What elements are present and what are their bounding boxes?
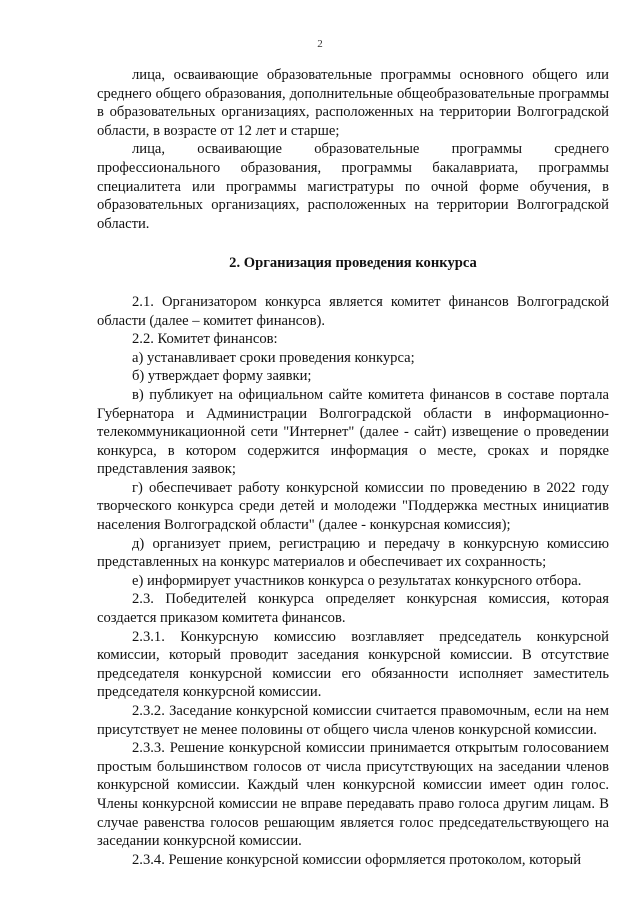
paragraph: е) информирует участников конкурса о результатах конкурсного отбора.	[132, 572, 582, 589]
paragraph: б) утверждает форму заявки;	[132, 368, 312, 385]
paragraph: 2.1. Организатором конкурса является комитет финансов Волгоградской области (далее – комитет финансов).	[97, 293, 609, 329]
paragraph: 2.3.1. Конкурсную комиссию возглавляет председатель конкурсной комиссии, который проводит заседания конкурсной комиссии. В отсутствие председателя конкурсной комиссии его обязанности исполняет заместитель председателя конкурсной комиссии.	[97, 628, 609, 701]
paragraph: г) обеспечивает работу конкурсной комиссии по проведению в 2022 году творческого конкурса среди детей и молодежи "Поддержка местных инициатив населения Волгоградской области" (далее - конкурсная комиссия);	[97, 479, 609, 534]
paragraph: лица, осваивающие образовательные программы среднего профессионального образования, программы бакалавриата, программы специалитета или программы магистратуры по очной форме обучения, в образовательных организациях, расположенных на территории Волгоградской области.	[97, 141, 609, 232]
section-heading: 2. Организация проведения конкурса	[229, 255, 477, 272]
document-body	[97, 66, 609, 869]
paragraph: в) публикует на официальном сайте комитета финансов в составе портала Губернатора и Администрации Волгоградской области в информационно-телекоммуникационной сети "Интернет" (далее - сайт) извещение о проведении конкурса, в котором содержится информация о месте, сроках и порядке представления заявок;	[97, 386, 609, 478]
paragraph: 2.3.2. Заседание конкурсной комиссии считается правомочным, если на нем присутствует не менее половины от общего числа членов конкурсной комиссии.	[97, 703, 609, 738]
paragraph: 2.2. Комитет финансов:	[132, 331, 278, 348]
page-number: 2	[317, 38, 323, 50]
paragraph: 2.3. Победителей конкурса определяет конкурсная комиссия, которая создается приказом комитета финансов.	[97, 591, 609, 627]
paragraph: лица, осваивающие образовательные программы основного общего или среднего общего образования, дополнительные общеобразовательные программы в образовательных организациях, расположенных на территории Волгоградской области, в возрасте от 12 лет и старше;	[97, 67, 609, 139]
paragraph: а) устанавливает сроки проведения конкурса;	[132, 349, 415, 366]
paragraph: 2.3.4. Решение конкурсной комиссии оформляется протоколом, который	[132, 851, 582, 868]
paragraph: д) организует прием, регистрацию и передачу в конкурсную комиссию представленных на конкурс материалов и обеспечивает их сохранность;	[97, 535, 609, 571]
paragraph: 2.3.3. Решение конкурсной комиссии принимается открытым голосованием простым большинством голосов от числа присутствующих на заседании членов конкурсной комиссии. Каждый член конкурсной комиссии имеет один голос. Члены конкурсной комиссии не вправе передавать право голоса другим лицам. В случае равенства голосов решающим является голос председательствующего на заседании конкурсной комиссии.	[97, 740, 609, 850]
